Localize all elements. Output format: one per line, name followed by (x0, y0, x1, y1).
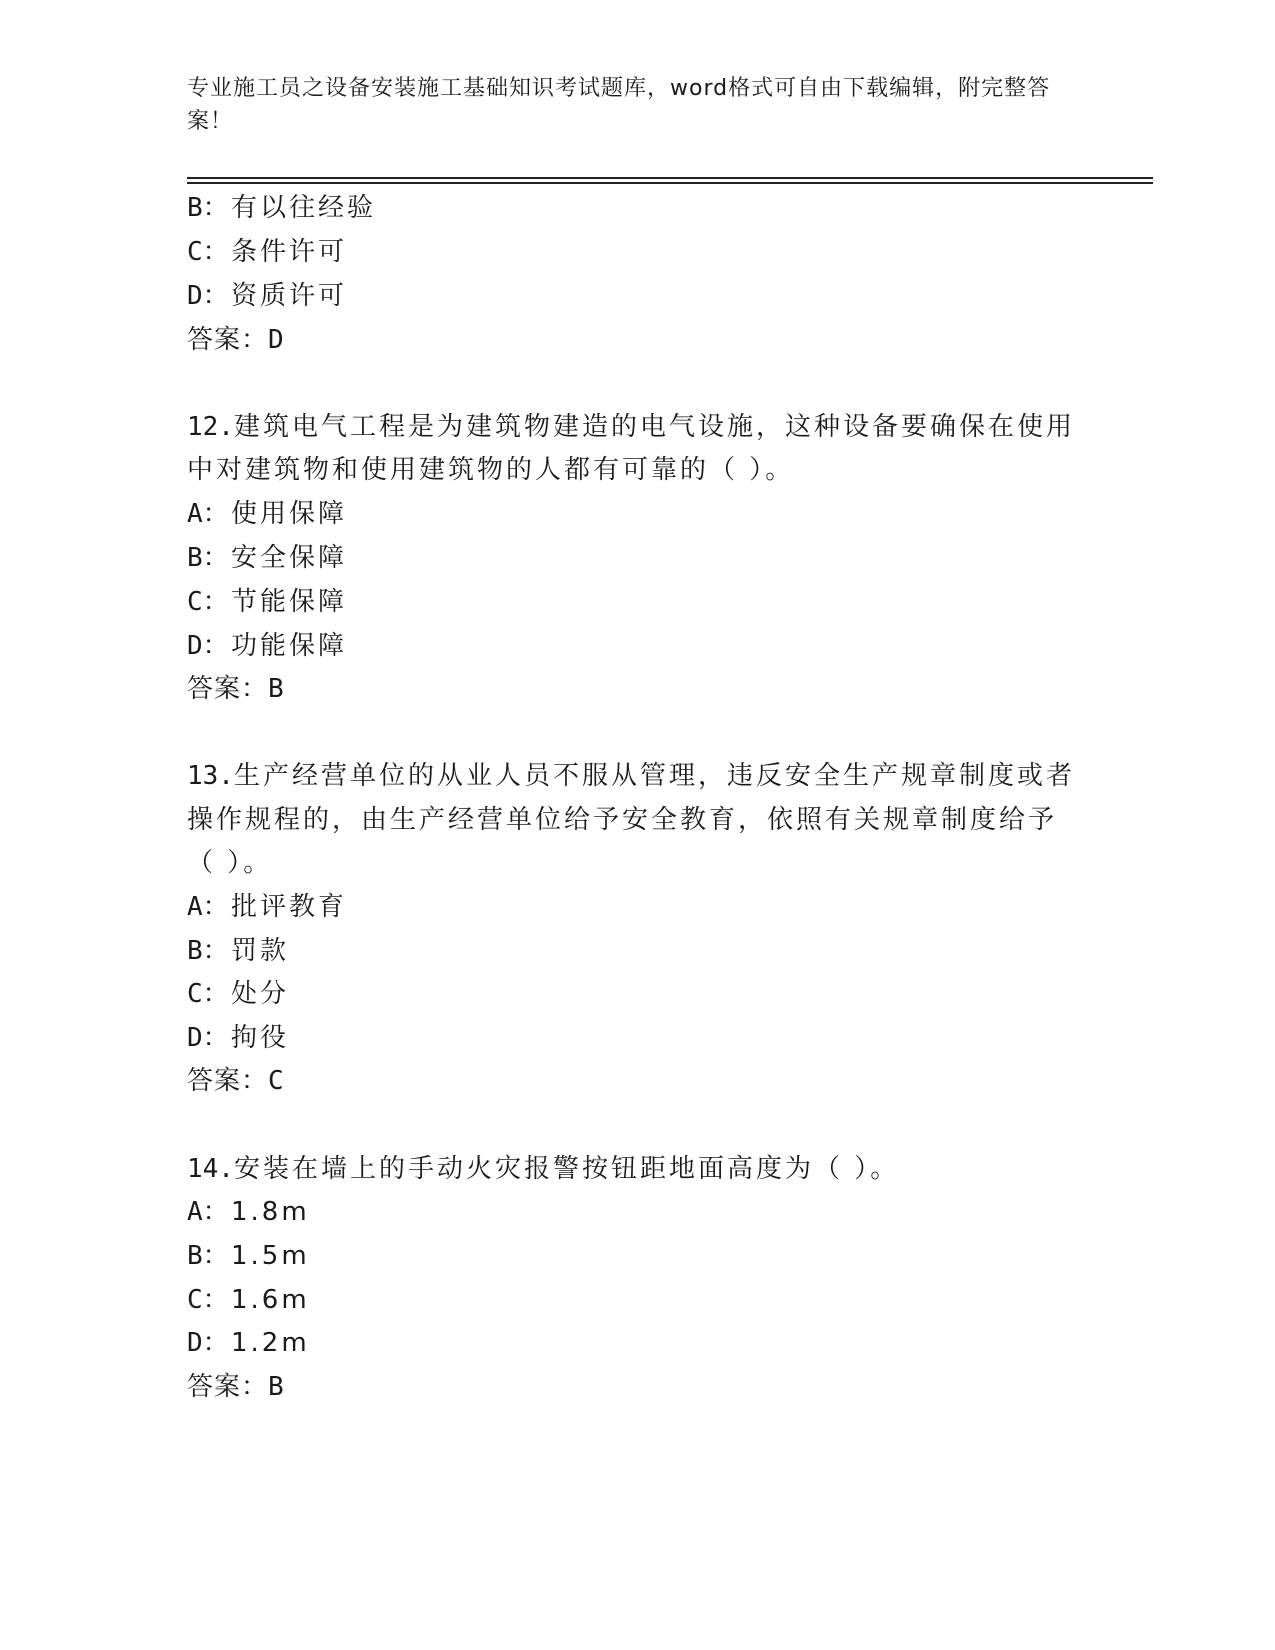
q11-option-b (187, 191, 376, 225)
option-text: 节能保障 (231, 587, 348, 617)
q13-stem-line-3: （ ）。 (187, 848, 273, 878)
q12-option-d (187, 629, 347, 663)
answer-label: 答案： (187, 325, 269, 355)
q12-stem-line-1 (187, 410, 1075, 444)
answer-value: C (268, 1066, 285, 1096)
question-text: 生产经营单位的从业人员不服从管理，违反安全生产规章制度或者 (233, 761, 1075, 791)
option-text: 批评教育 (231, 892, 348, 922)
option-text: 1.5m (231, 1241, 310, 1271)
option-text: 1.2m (231, 1328, 310, 1358)
option-key: D： (187, 1328, 229, 1358)
q12-option-c (187, 585, 347, 619)
option-text: 1.8m (231, 1197, 310, 1227)
answer-label: 答案： (187, 674, 269, 704)
answer-label: 答案： (187, 1066, 269, 1096)
q13-option-a (187, 890, 347, 924)
option-text: 安全保障 (231, 543, 348, 573)
option-key: D： (187, 631, 229, 661)
q13-stem-line-1 (187, 759, 1075, 793)
option-text: 拘役 (231, 1023, 290, 1053)
q11-answer (187, 323, 285, 357)
q13-stem-line-2: 操作规程的，由生产经营单位给予安全教育，依照有关规章制度给予 (187, 805, 1058, 835)
question-number: 13. (187, 761, 234, 791)
document-header: 专业施工员之设备安装施工基础知识考试题库，word格式可自由下载编辑，附完整答案！ (187, 76, 1051, 134)
answer-value: B (268, 674, 285, 704)
option-key: B： (187, 936, 229, 966)
q14-option-b (187, 1239, 310, 1273)
option-key: A： (187, 499, 229, 529)
q11-option-c (187, 235, 347, 269)
option-key: A： (187, 1197, 229, 1227)
header-divider-top (187, 177, 1153, 179)
option-text: 1.6m (231, 1285, 310, 1315)
q12-answer (187, 672, 285, 706)
q14-stem-line-1 (187, 1152, 899, 1186)
option-key: D： (187, 281, 229, 311)
option-text: 功能保障 (231, 631, 348, 661)
option-key: C： (187, 1285, 229, 1315)
question-text: 安装在墙上的手动火灾报警按钮距地面高度为（ ）。 (233, 1154, 900, 1184)
option-text: 处分 (231, 979, 290, 1009)
q12-stem-line-2: 中对建筑物和使用建筑物的人都有可靠的（ ）。 (187, 455, 795, 485)
q14-option-c (187, 1283, 310, 1317)
option-key: C： (187, 237, 229, 267)
q13-option-d (187, 1021, 289, 1055)
option-text: 条件许可 (231, 237, 348, 267)
option-text: 有以往经验 (231, 193, 377, 223)
option-key: C： (187, 979, 229, 1009)
q14-option-d (187, 1326, 310, 1360)
option-text: 罚款 (231, 936, 290, 966)
option-key: D： (187, 1023, 229, 1053)
option-key: B： (187, 543, 229, 573)
q12-option-a (187, 497, 347, 531)
option-text: 使用保障 (231, 499, 348, 529)
q12-option-b (187, 541, 347, 575)
option-key: A： (187, 892, 229, 922)
question-number: 12. (187, 412, 234, 442)
answer-value: B (268, 1372, 285, 1402)
q14-answer (187, 1370, 285, 1404)
question-text: 建筑电气工程是为建筑物建造的电气设施，这种设备要确保在使用 (233, 412, 1075, 442)
q13-option-c (187, 977, 289, 1011)
question-number: 14. (187, 1154, 234, 1184)
answer-label: 答案： (187, 1372, 269, 1402)
answer-value: D (268, 325, 285, 355)
q13-answer (187, 1064, 285, 1098)
option-key: B： (187, 1241, 229, 1271)
q13-option-b (187, 934, 289, 968)
option-key: B： (187, 193, 229, 223)
q14-option-a (187, 1195, 310, 1229)
header-divider-bottom (187, 182, 1153, 184)
option-key: C： (187, 587, 229, 617)
option-text: 资质许可 (231, 281, 348, 311)
q11-option-d (187, 279, 347, 313)
